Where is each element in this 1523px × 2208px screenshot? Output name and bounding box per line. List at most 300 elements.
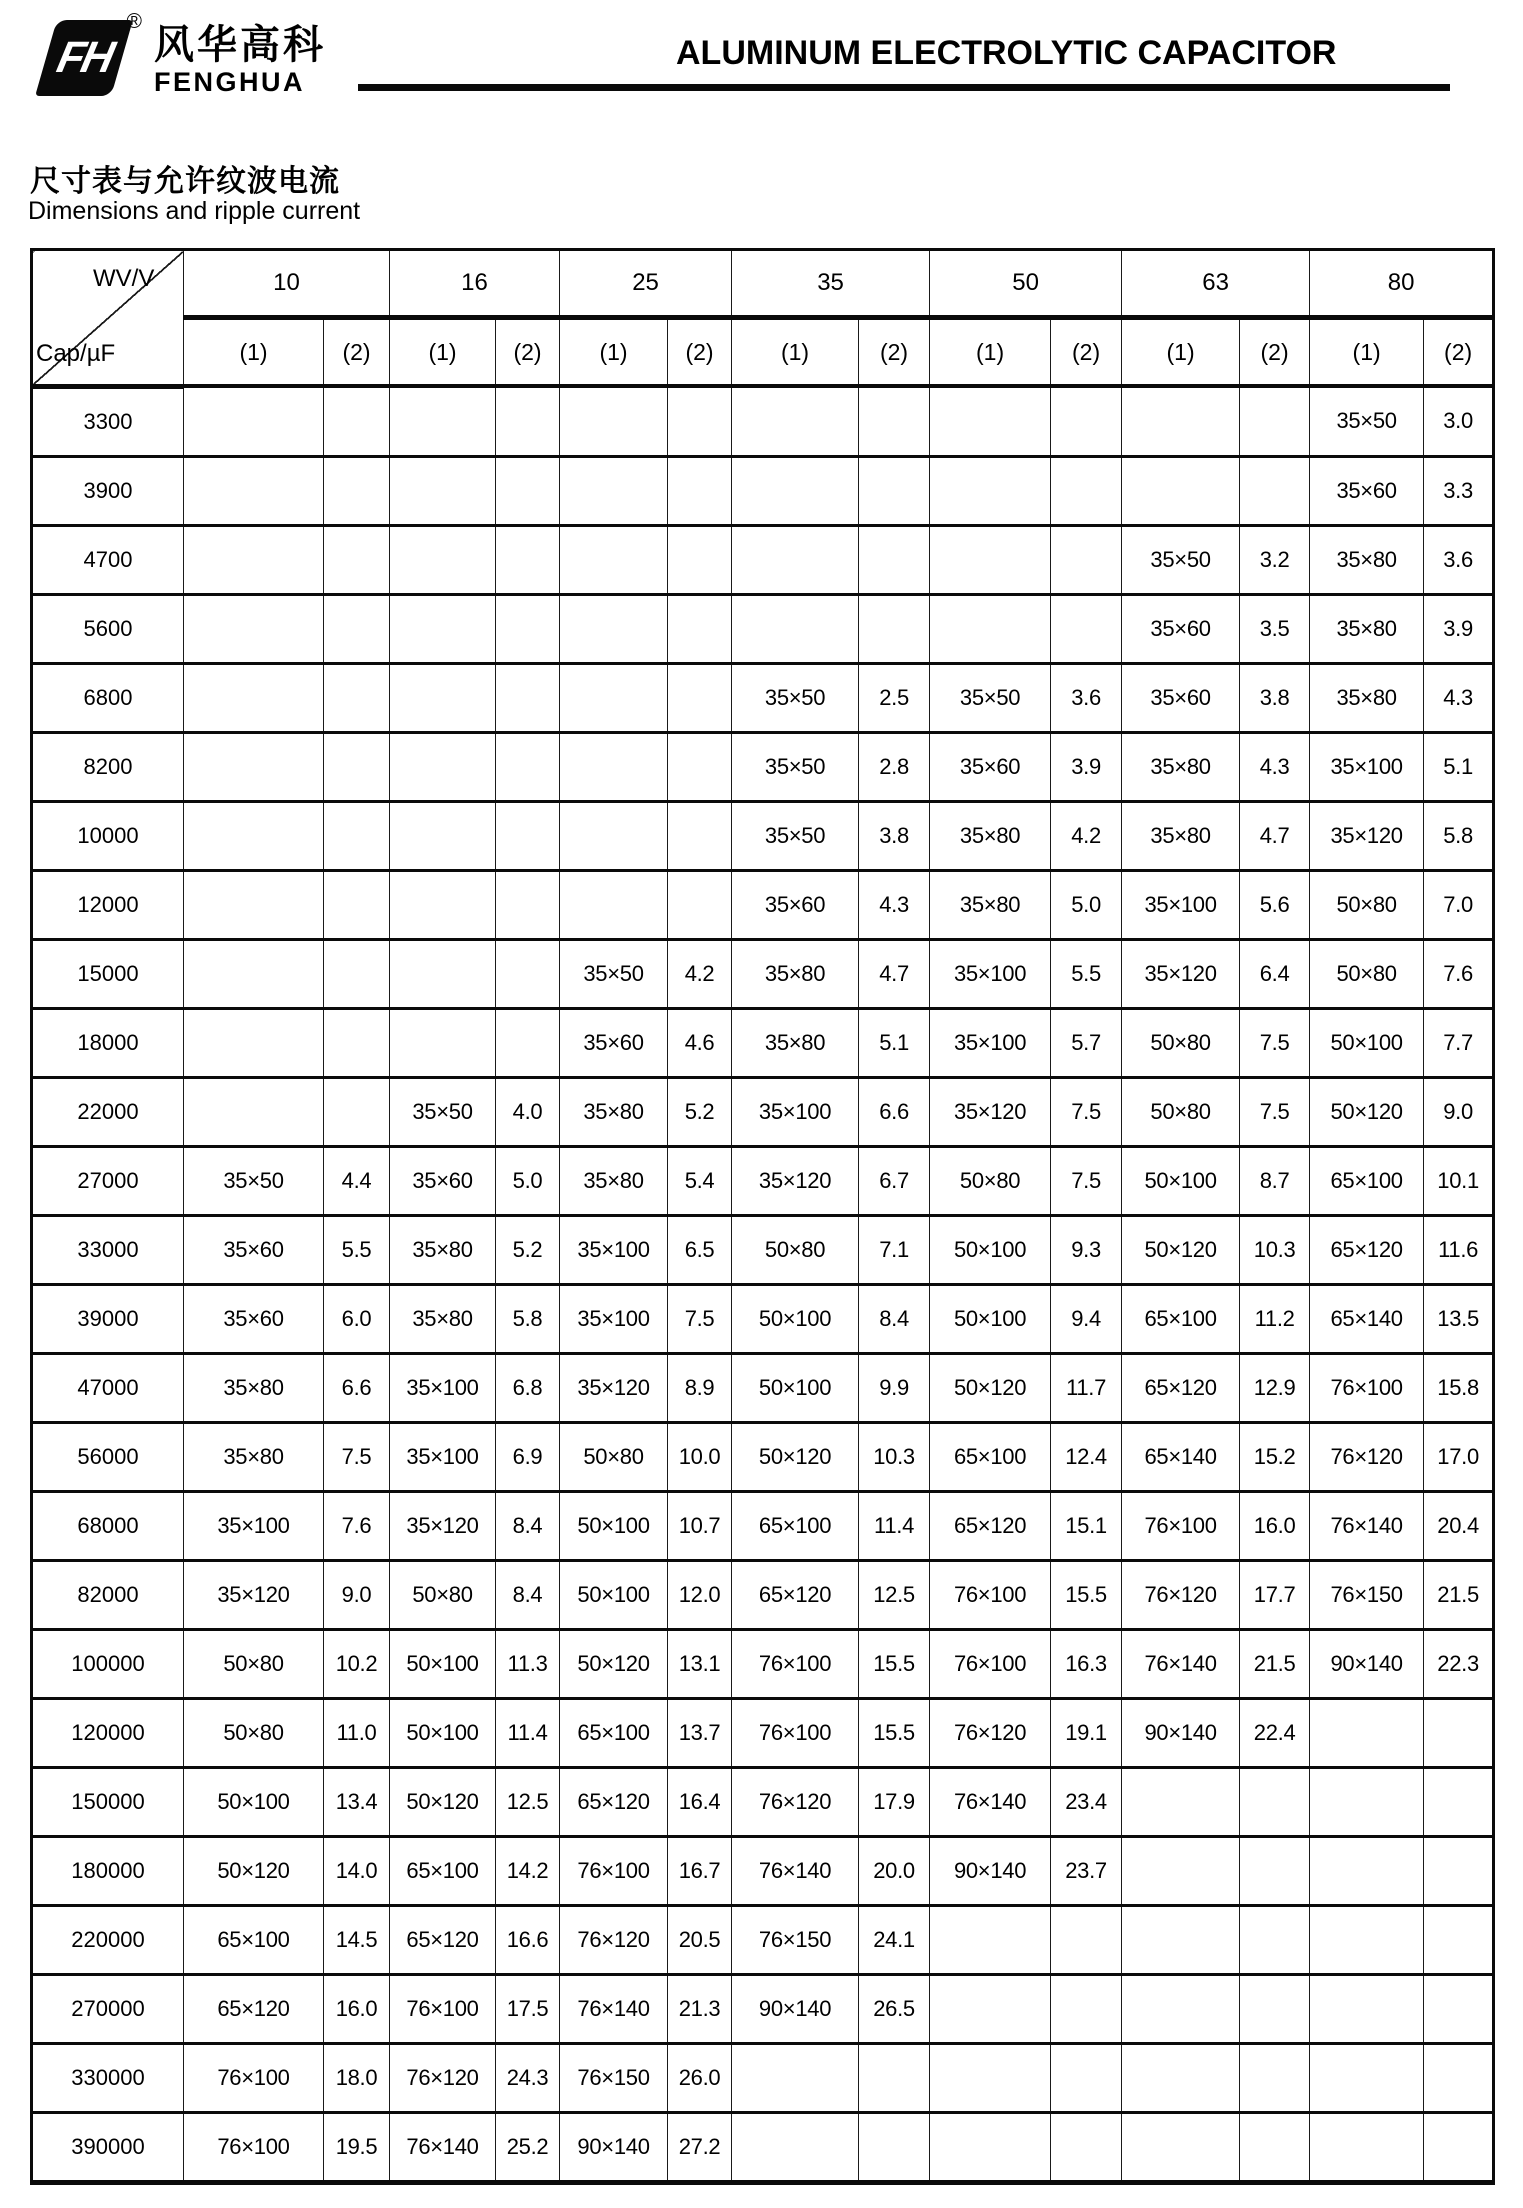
case-size-cell: [1310, 1767, 1424, 1836]
ripple-current-cell: 13.5: [1424, 1284, 1494, 1353]
case-size-cell: 76×100: [930, 1629, 1051, 1698]
case-size-cell: [390, 386, 496, 456]
case-size-cell: [1122, 1767, 1240, 1836]
capacitance-cell: 12000: [32, 870, 184, 939]
case-size-cell: 76×140: [390, 2112, 496, 2182]
case-size-cell: [560, 386, 668, 456]
ripple-current-cell: [859, 456, 930, 525]
brand-text: [154, 24, 326, 98]
case-size-cell: [390, 1008, 496, 1077]
case-size-cell: [390, 732, 496, 801]
case-size-cell: 65×100: [1310, 1146, 1424, 1215]
case-size-cell: 65×120: [390, 1905, 496, 1974]
case-size-cell: 76×100: [732, 1698, 859, 1767]
ripple-current-cell: 10.0: [668, 1422, 732, 1491]
case-size-cell: 35×80: [930, 801, 1051, 870]
table-row: [32, 1836, 1494, 1905]
ripple-current-cell: 12.0: [668, 1560, 732, 1629]
case-size-cell: 50×80: [930, 1146, 1051, 1215]
case-size-cell: [1310, 2043, 1424, 2112]
ripple-current-cell: [496, 456, 560, 525]
case-size-cell: [1122, 1836, 1240, 1905]
ripple-current-cell: [1240, 1905, 1310, 1974]
ripple-current-cell: 13.1: [668, 1629, 732, 1698]
case-size-cell: [732, 594, 859, 663]
ripple-current-cell: 13.4: [324, 1767, 390, 1836]
ripple-current-cell: [668, 663, 732, 732]
case-size-cell: 90×140: [732, 1974, 859, 2043]
ripple-current-cell: [1051, 2043, 1122, 2112]
ripple-current-cell: 16.3: [1051, 1629, 1122, 1698]
ripple-current-cell: 26.0: [668, 2043, 732, 2112]
ripple-current-cell: 6.6: [859, 1077, 930, 1146]
case-size-cell: [560, 732, 668, 801]
ripple-current-cell: 4.3: [859, 870, 930, 939]
table-row: [32, 2043, 1494, 2112]
ripple-current-cell: 2.5: [859, 663, 930, 732]
ripple-current-cell: 8.4: [496, 1491, 560, 1560]
subheader-case: (1): [732, 318, 859, 387]
ripple-current-cell: [1051, 525, 1122, 594]
case-size-cell: 35×80: [1122, 801, 1240, 870]
capacitance-cell: 180000: [32, 1836, 184, 1905]
ripple-current-cell: [1051, 2112, 1122, 2182]
ripple-current-cell: 19.1: [1051, 1698, 1122, 1767]
case-size-cell: [732, 2112, 859, 2182]
case-size-cell: 65×120: [1122, 1353, 1240, 1422]
case-size-cell: [184, 939, 324, 1008]
subheader-ripple: (2): [324, 318, 390, 387]
case-size-cell: [184, 732, 324, 801]
ripple-current-cell: 22.3: [1424, 1629, 1494, 1698]
ripple-current-cell: [496, 870, 560, 939]
ripple-current-cell: [1051, 1974, 1122, 2043]
case-size-cell: 35×80: [732, 939, 859, 1008]
ripple-current-cell: 6.7: [859, 1146, 930, 1215]
case-size-cell: 76×100: [930, 1560, 1051, 1629]
case-size-cell: 35×120: [390, 1491, 496, 1560]
case-size-cell: [184, 870, 324, 939]
case-size-cell: 50×120: [560, 1629, 668, 1698]
case-size-cell: 76×100: [1310, 1353, 1424, 1422]
ripple-current-cell: [1240, 1974, 1310, 2043]
ripple-current-cell: 14.2: [496, 1836, 560, 1905]
ripple-current-cell: 4.0: [496, 1077, 560, 1146]
case-size-cell: [560, 456, 668, 525]
case-size-cell: 50×120: [1310, 1077, 1424, 1146]
capacitance-cell: 120000: [32, 1698, 184, 1767]
logo-monogram: FH: [52, 33, 116, 82]
ripple-current-cell: 15.1: [1051, 1491, 1122, 1560]
case-size-cell: [1122, 1974, 1240, 2043]
case-size-cell: 35×80: [1310, 663, 1424, 732]
capacitance-cell: 22000: [32, 1077, 184, 1146]
ripple-current-cell: 23.4: [1051, 1767, 1122, 1836]
table-row: [32, 801, 1494, 870]
ripple-current-cell: 18.0: [324, 2043, 390, 2112]
capacitance-cell: 100000: [32, 1629, 184, 1698]
capacitance-cell: 27000: [32, 1146, 184, 1215]
ripple-current-cell: 4.4: [324, 1146, 390, 1215]
ripple-current-cell: 15.5: [859, 1698, 930, 1767]
ripple-current-cell: [324, 386, 390, 456]
ripple-current-cell: 11.7: [1051, 1353, 1122, 1422]
case-size-cell: 50×120: [1122, 1215, 1240, 1284]
case-size-cell: [184, 594, 324, 663]
ripple-current-cell: 21.5: [1240, 1629, 1310, 1698]
ripple-current-cell: [324, 456, 390, 525]
case-size-cell: 35×50: [1122, 525, 1240, 594]
case-size-cell: [930, 386, 1051, 456]
case-size-cell: 50×80: [390, 1560, 496, 1629]
ripple-current-cell: 23.7: [1051, 1836, 1122, 1905]
case-size-cell: [1122, 1905, 1240, 1974]
ripple-current-cell: 17.9: [859, 1767, 930, 1836]
case-size-cell: [184, 525, 324, 594]
table-row: [32, 2112, 1494, 2182]
case-size-cell: 65×120: [184, 1974, 324, 2043]
case-size-cell: 35×50: [560, 939, 668, 1008]
corner-header-cell: [32, 250, 184, 387]
case-size-cell: 35×60: [930, 732, 1051, 801]
ripple-current-cell: 10.3: [1240, 1215, 1310, 1284]
case-size-cell: 76×120: [1122, 1560, 1240, 1629]
ripple-current-cell: 3.8: [859, 801, 930, 870]
case-size-cell: 90×140: [1122, 1698, 1240, 1767]
ripple-current-cell: 3.6: [1051, 663, 1122, 732]
ripple-current-cell: 7.6: [1424, 939, 1494, 1008]
ripple-current-cell: [668, 801, 732, 870]
ripple-current-cell: 5.6: [1240, 870, 1310, 939]
case-size-cell: 65×100: [930, 1422, 1051, 1491]
brand-name-chinese: 风华高科: [154, 23, 326, 67]
voltage-header: 16: [390, 250, 560, 318]
case-size-cell: [184, 801, 324, 870]
case-size-cell: 76×100: [1122, 1491, 1240, 1560]
case-size-cell: 35×120: [1122, 939, 1240, 1008]
case-size-cell: 50×100: [732, 1284, 859, 1353]
ripple-current-cell: [859, 525, 930, 594]
case-size-cell: [184, 456, 324, 525]
table-row: [32, 1146, 1494, 1215]
case-size-cell: 50×80: [732, 1215, 859, 1284]
case-size-cell: 50×80: [1310, 939, 1424, 1008]
section-title-chinese: 尺寸表与允许纹波电流: [30, 165, 340, 198]
subheader-ripple: (2): [1240, 318, 1310, 387]
case-size-cell: 65×120: [1310, 1215, 1424, 1284]
subheader-case: (1): [390, 318, 496, 387]
case-size-cell: [1310, 1905, 1424, 1974]
case-size-cell: 35×80: [732, 1008, 859, 1077]
ripple-current-cell: 24.3: [496, 2043, 560, 2112]
case-size-cell: [560, 663, 668, 732]
ripple-current-cell: 14.5: [324, 1905, 390, 1974]
case-size-cell: 65×120: [560, 1767, 668, 1836]
case-size-cell: 35×120: [184, 1560, 324, 1629]
header-divider: [358, 84, 1450, 91]
case-size-cell: 90×140: [1310, 1629, 1424, 1698]
brand-block: [32, 12, 326, 102]
capacitance-cell: 8200: [32, 732, 184, 801]
case-size-cell: [930, 2112, 1051, 2182]
ripple-current-cell: 10.1: [1424, 1146, 1494, 1215]
ripple-current-cell: 5.8: [1424, 801, 1494, 870]
capacitance-cell: 150000: [32, 1767, 184, 1836]
ripple-current-cell: [324, 801, 390, 870]
ripple-current-cell: 17.0: [1424, 1422, 1494, 1491]
case-size-cell: 35×50: [1310, 386, 1424, 456]
case-size-cell: 50×80: [1122, 1008, 1240, 1077]
case-size-cell: 76×120: [732, 1767, 859, 1836]
ripple-current-cell: [668, 456, 732, 525]
case-size-cell: [1122, 456, 1240, 525]
case-size-cell: 35×80: [560, 1077, 668, 1146]
case-size-cell: [184, 386, 324, 456]
ripple-current-cell: [324, 663, 390, 732]
case-size-cell: [930, 525, 1051, 594]
ripple-current-cell: 6.8: [496, 1353, 560, 1422]
ripple-current-cell: [1240, 1767, 1310, 1836]
case-size-cell: 90×140: [560, 2112, 668, 2182]
ripple-current-cell: 11.4: [859, 1491, 930, 1560]
ripple-current-cell: 3.2: [1240, 525, 1310, 594]
ripple-current-cell: [668, 732, 732, 801]
case-size-cell: [1122, 386, 1240, 456]
corner-label-capacitance: Cap/µF: [36, 339, 116, 367]
ripple-current-cell: 21.3: [668, 1974, 732, 2043]
table-row: [32, 1353, 1494, 1422]
case-size-cell: 50×120: [732, 1422, 859, 1491]
ripple-current-cell: [324, 870, 390, 939]
ripple-current-cell: 3.8: [1240, 663, 1310, 732]
case-size-cell: 50×100: [560, 1491, 668, 1560]
case-size-cell: 35×80: [930, 870, 1051, 939]
case-size-cell: 35×50: [930, 663, 1051, 732]
ripple-current-cell: 4.3: [1424, 663, 1494, 732]
ripple-current-cell: 7.6: [324, 1491, 390, 1560]
case-size-cell: 50×100: [930, 1215, 1051, 1284]
ripple-current-cell: 7.5: [1240, 1008, 1310, 1077]
table-row: [32, 456, 1494, 525]
case-size-cell: [930, 1905, 1051, 1974]
case-size-cell: [560, 594, 668, 663]
case-size-cell: 50×120: [184, 1836, 324, 1905]
ripple-current-cell: [324, 1077, 390, 1146]
ripple-current-cell: [1240, 2112, 1310, 2182]
ripple-current-cell: 4.2: [668, 939, 732, 1008]
case-size-cell: 35×60: [1122, 594, 1240, 663]
capacitance-cell: 5600: [32, 594, 184, 663]
table-row: [32, 386, 1494, 456]
ripple-current-cell: 4.6: [668, 1008, 732, 1077]
voltage-header-row: [32, 250, 1494, 318]
case-size-cell: 35×60: [1310, 456, 1424, 525]
capacitance-cell: 390000: [32, 2112, 184, 2182]
case-size-cell: 76×100: [184, 2112, 324, 2182]
capacitance-cell: 47000: [32, 1353, 184, 1422]
case-size-cell: 35×80: [1122, 732, 1240, 801]
case-size-cell: [930, 1974, 1051, 2043]
case-size-cell: 76×100: [184, 2043, 324, 2112]
case-size-cell: 50×80: [560, 1422, 668, 1491]
case-size-cell: 65×100: [732, 1491, 859, 1560]
ripple-current-cell: 12.4: [1051, 1422, 1122, 1491]
ripple-current-cell: 14.0: [324, 1836, 390, 1905]
case-size-cell: 76×140: [930, 1767, 1051, 1836]
ripple-current-cell: 5.8: [496, 1284, 560, 1353]
ripple-current-cell: 15.5: [1051, 1560, 1122, 1629]
ripple-current-cell: [496, 801, 560, 870]
ripple-current-cell: 7.5: [324, 1422, 390, 1491]
ripple-current-cell: 19.5: [324, 2112, 390, 2182]
ripple-current-cell: 6.6: [324, 1353, 390, 1422]
case-size-cell: [732, 456, 859, 525]
subheader-case: (1): [560, 318, 668, 387]
case-size-cell: [930, 2043, 1051, 2112]
case-size-cell: 50×120: [930, 1353, 1051, 1422]
case-size-cell: 76×150: [560, 2043, 668, 2112]
case-size-cell: 35×60: [732, 870, 859, 939]
table-row: [32, 1008, 1494, 1077]
case-size-cell: 35×50: [390, 1077, 496, 1146]
document-title: ALUMINUM ELECTROLYTIC CAPACITOR: [676, 34, 1337, 72]
subheader-ripple: (2): [1051, 318, 1122, 387]
ripple-current-cell: 16.6: [496, 1905, 560, 1974]
ripple-current-cell: [324, 732, 390, 801]
case-size-cell: 35×60: [390, 1146, 496, 1215]
ripple-current-cell: 4.3: [1240, 732, 1310, 801]
ripple-current-cell: 13.7: [668, 1698, 732, 1767]
case-size-cell: 76×150: [732, 1905, 859, 1974]
case-size-cell: 50×80: [184, 1698, 324, 1767]
voltage-header: 63: [1122, 250, 1310, 318]
case-size-cell: [732, 525, 859, 594]
ripple-current-cell: 2.8: [859, 732, 930, 801]
case-size-cell: 65×100: [1122, 1284, 1240, 1353]
case-size-cell: 35×80: [390, 1284, 496, 1353]
registered-trademark-icon: ®: [126, 10, 142, 33]
capacitance-cell: 33000: [32, 1215, 184, 1284]
capacitance-cell: 270000: [32, 1974, 184, 2043]
ripple-current-cell: [859, 2112, 930, 2182]
case-size-cell: 35×100: [1310, 732, 1424, 801]
ripple-current-cell: [1424, 1905, 1494, 1974]
ripple-current-cell: 5.1: [859, 1008, 930, 1077]
ripple-current-cell: [324, 525, 390, 594]
ripple-current-cell: 4.2: [1051, 801, 1122, 870]
case-size-cell: 65×140: [1310, 1284, 1424, 1353]
case-size-cell: 76×100: [732, 1629, 859, 1698]
case-size-cell: [390, 663, 496, 732]
case-size-cell: [390, 594, 496, 663]
ripple-current-cell: 5.7: [1051, 1008, 1122, 1077]
case-size-cell: 50×100: [1310, 1008, 1424, 1077]
case-size-cell: 35×100: [560, 1284, 668, 1353]
ripple-current-cell: 11.6: [1424, 1215, 1494, 1284]
case-size-cell: 35×50: [732, 801, 859, 870]
capacitance-cell: 56000: [32, 1422, 184, 1491]
table-row: [32, 1629, 1494, 1698]
capacitance-cell: 15000: [32, 939, 184, 1008]
case-size-cell: [930, 594, 1051, 663]
case-size-cell: 50×100: [184, 1767, 324, 1836]
case-size-cell: 35×50: [732, 732, 859, 801]
ripple-current-cell: 16.0: [324, 1974, 390, 2043]
case-size-cell: [184, 663, 324, 732]
ripple-current-cell: [1240, 386, 1310, 456]
corner-label-voltage: WV/V: [93, 265, 155, 292]
capacitance-cell: 330000: [32, 2043, 184, 2112]
ripple-current-cell: [668, 386, 732, 456]
case-size-cell: [1122, 2043, 1240, 2112]
case-size-cell: 50×100: [732, 1353, 859, 1422]
case-size-cell: 35×60: [184, 1215, 324, 1284]
case-size-cell: 65×100: [184, 1905, 324, 1974]
case-size-cell: 50×100: [390, 1698, 496, 1767]
ripple-current-cell: 17.7: [1240, 1560, 1310, 1629]
logo-shape: [35, 20, 133, 96]
case-size-cell: 35×50: [184, 1146, 324, 1215]
case-size-cell: 35×60: [560, 1008, 668, 1077]
case-size-cell: 35×120: [560, 1353, 668, 1422]
ripple-current-cell: [859, 386, 930, 456]
case-size-cell: 65×120: [930, 1491, 1051, 1560]
ripple-current-cell: 6.5: [668, 1215, 732, 1284]
table-row: [32, 594, 1494, 663]
ripple-current-cell: 20.4: [1424, 1491, 1494, 1560]
ripple-current-cell: 7.5: [1240, 1077, 1310, 1146]
ripple-current-cell: 17.5: [496, 1974, 560, 2043]
ripple-current-cell: 11.3: [496, 1629, 560, 1698]
voltage-header: 35: [732, 250, 930, 318]
ripple-current-cell: [859, 594, 930, 663]
case-size-cell: [184, 1077, 324, 1146]
ripple-current-cell: 9.0: [324, 1560, 390, 1629]
case-size-cell: [1310, 1836, 1424, 1905]
case-size-cell: 35×100: [1122, 870, 1240, 939]
ripple-current-cell: 16.7: [668, 1836, 732, 1905]
case-size-cell: [560, 525, 668, 594]
ripple-current-cell: 16.4: [668, 1767, 732, 1836]
case-size-cell: 50×120: [390, 1767, 496, 1836]
ripple-current-cell: 5.5: [324, 1215, 390, 1284]
ripple-current-cell: [1240, 1836, 1310, 1905]
table-row: [32, 732, 1494, 801]
ripple-current-cell: 4.7: [859, 939, 930, 1008]
case-size-cell: 65×120: [732, 1560, 859, 1629]
ripple-current-cell: 7.1: [859, 1215, 930, 1284]
ripple-current-cell: 5.0: [496, 1146, 560, 1215]
capacitance-cell: 10000: [32, 801, 184, 870]
fenghua-logo-icon: [32, 12, 144, 102]
case-size-cell: [1310, 1698, 1424, 1767]
table-row: [32, 939, 1494, 1008]
case-size-cell: [930, 456, 1051, 525]
ripple-current-cell: 5.4: [668, 1146, 732, 1215]
case-size-cell: 76×150: [1310, 1560, 1424, 1629]
case-size-cell: 35×100: [390, 1422, 496, 1491]
case-size-cell: 35×50: [732, 663, 859, 732]
case-size-cell: 35×80: [1310, 525, 1424, 594]
case-size-cell: 76×120: [1310, 1422, 1424, 1491]
ripple-current-cell: 10.7: [668, 1491, 732, 1560]
case-size-cell: 76×140: [560, 1974, 668, 2043]
ripple-current-cell: 9.3: [1051, 1215, 1122, 1284]
ripple-current-cell: [668, 525, 732, 594]
ripple-current-cell: [1424, 1767, 1494, 1836]
case-size-cell: [560, 801, 668, 870]
ripple-current-cell: [496, 594, 560, 663]
